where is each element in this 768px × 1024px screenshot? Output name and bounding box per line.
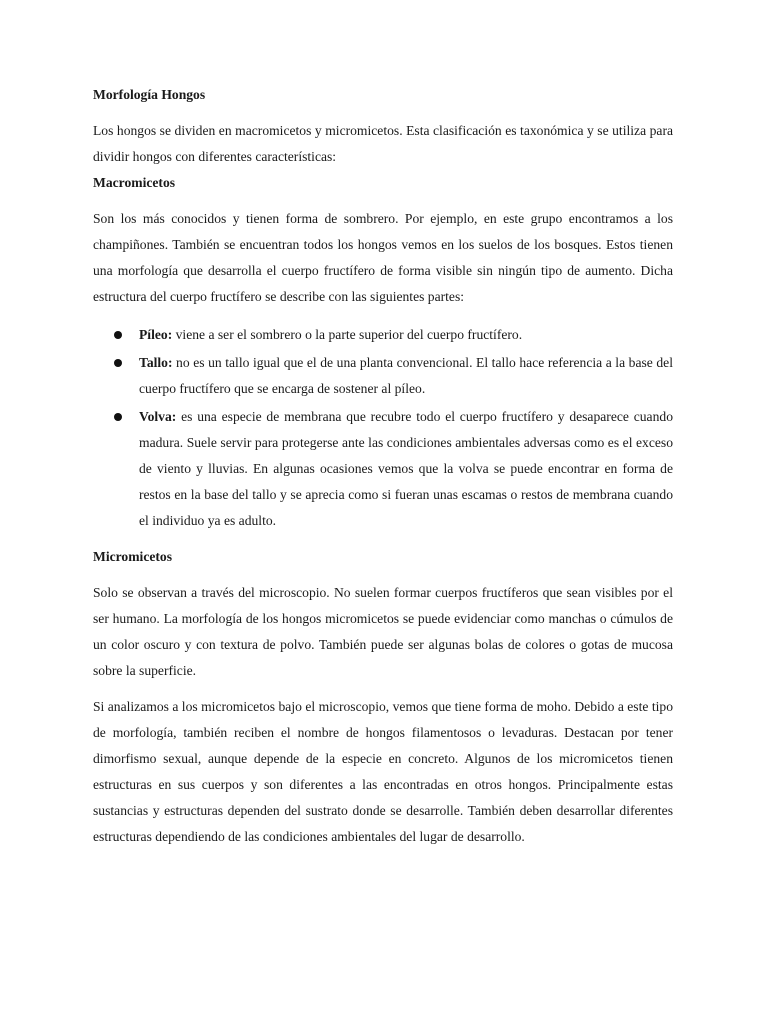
bullet-icon	[114, 331, 122, 339]
section-heading-macromicetos: Macromicetos	[93, 175, 176, 190]
bullet-term: Tallo:	[139, 355, 173, 370]
bullet-text: viene a ser el sombrero o la parte superior del cuerpo fructífero.	[172, 327, 523, 342]
bullet-icon	[114, 359, 122, 367]
document-title: Morfología Hongos	[93, 87, 206, 102]
bullet-icon	[114, 413, 122, 421]
bullet-term: Volva:	[139, 409, 177, 424]
micromicetos-paragraph-2: Si analizamos a los micromicetos bajo el microscopio, vemos que tiene forma de moho. Debido a este tipo de morfología, también reciben el nombre de hongos filamentosos o levaduras. Destacan por tener dimorfismo sexual, aunque depende de la especie en concreto. Algunos de los micromicetos tienen estructuras en sus cuerpos y son diferentes a las encontradas en otros hongos. Principalmente estas sustancias y estructuras dependen del sustrato donde se desarrolle. También deben desarrollar diferentes estructuras dependiendo de las condiciones ambientales del lugar de desarrollo.	[93, 699, 673, 844]
parts-bullet-list	[93, 322, 673, 534]
bullet-text: no es un tallo igual que el de una planta convencional. El tallo hace referencia a la base del cuerpo fructífero que se encarga de sostener al píleo.	[139, 355, 673, 396]
bullet-term: Píleo:	[139, 327, 173, 342]
list-item	[93, 404, 673, 534]
micromicetos-paragraph-1: Solo se observan a través del microscopio. No suelen formar cuerpos fructíferos que sean visibles por el ser humano. La morfología de los hongos micromicetos se puede evidenciar como manchas o cúmulos de un color oscuro y con textura de polvo. También puede ser algunas bolas de colores o gotas de mucosa sobre la superficie.	[93, 585, 673, 678]
macromicetos-paragraph: Son los más conocidos y tienen forma de sombrero. Por ejemplo, en este grupo encontramos a los champiñones. También se encuentran todos los hongos vemos en los suelos de los bosques. Estos tienen una morfología que desarrolla el cuerpo fructífero de forma visible sin ningún tipo de aumento. Dicha estructura del cuerpo fructífero se describe con las siguientes partes:	[93, 211, 673, 304]
bullet-text: es una especie de membrana que recubre todo el cuerpo fructífero y desaparece cuando madura. Suele servir para protegerse ante las condiciones ambientales adversas como es el exceso de viento y lluvias. En algunas ocasiones vemos que la volva se puede encontrar en forma de restos en la base del tallo y se aprecia como si fueran unas escamas o restos de membrana cuando el individuo ya es adulto.	[139, 409, 673, 528]
intro-paragraph: Los hongos se dividen en macromicetos y micromicetos. Esta clasificación es taxonómica y se utiliza para dividir hongos con diferentes características:	[93, 123, 673, 164]
document-body	[93, 82, 673, 850]
list-item	[93, 322, 673, 348]
section-heading-micromicetos: Micromicetos	[93, 549, 173, 564]
list-item	[93, 350, 673, 402]
